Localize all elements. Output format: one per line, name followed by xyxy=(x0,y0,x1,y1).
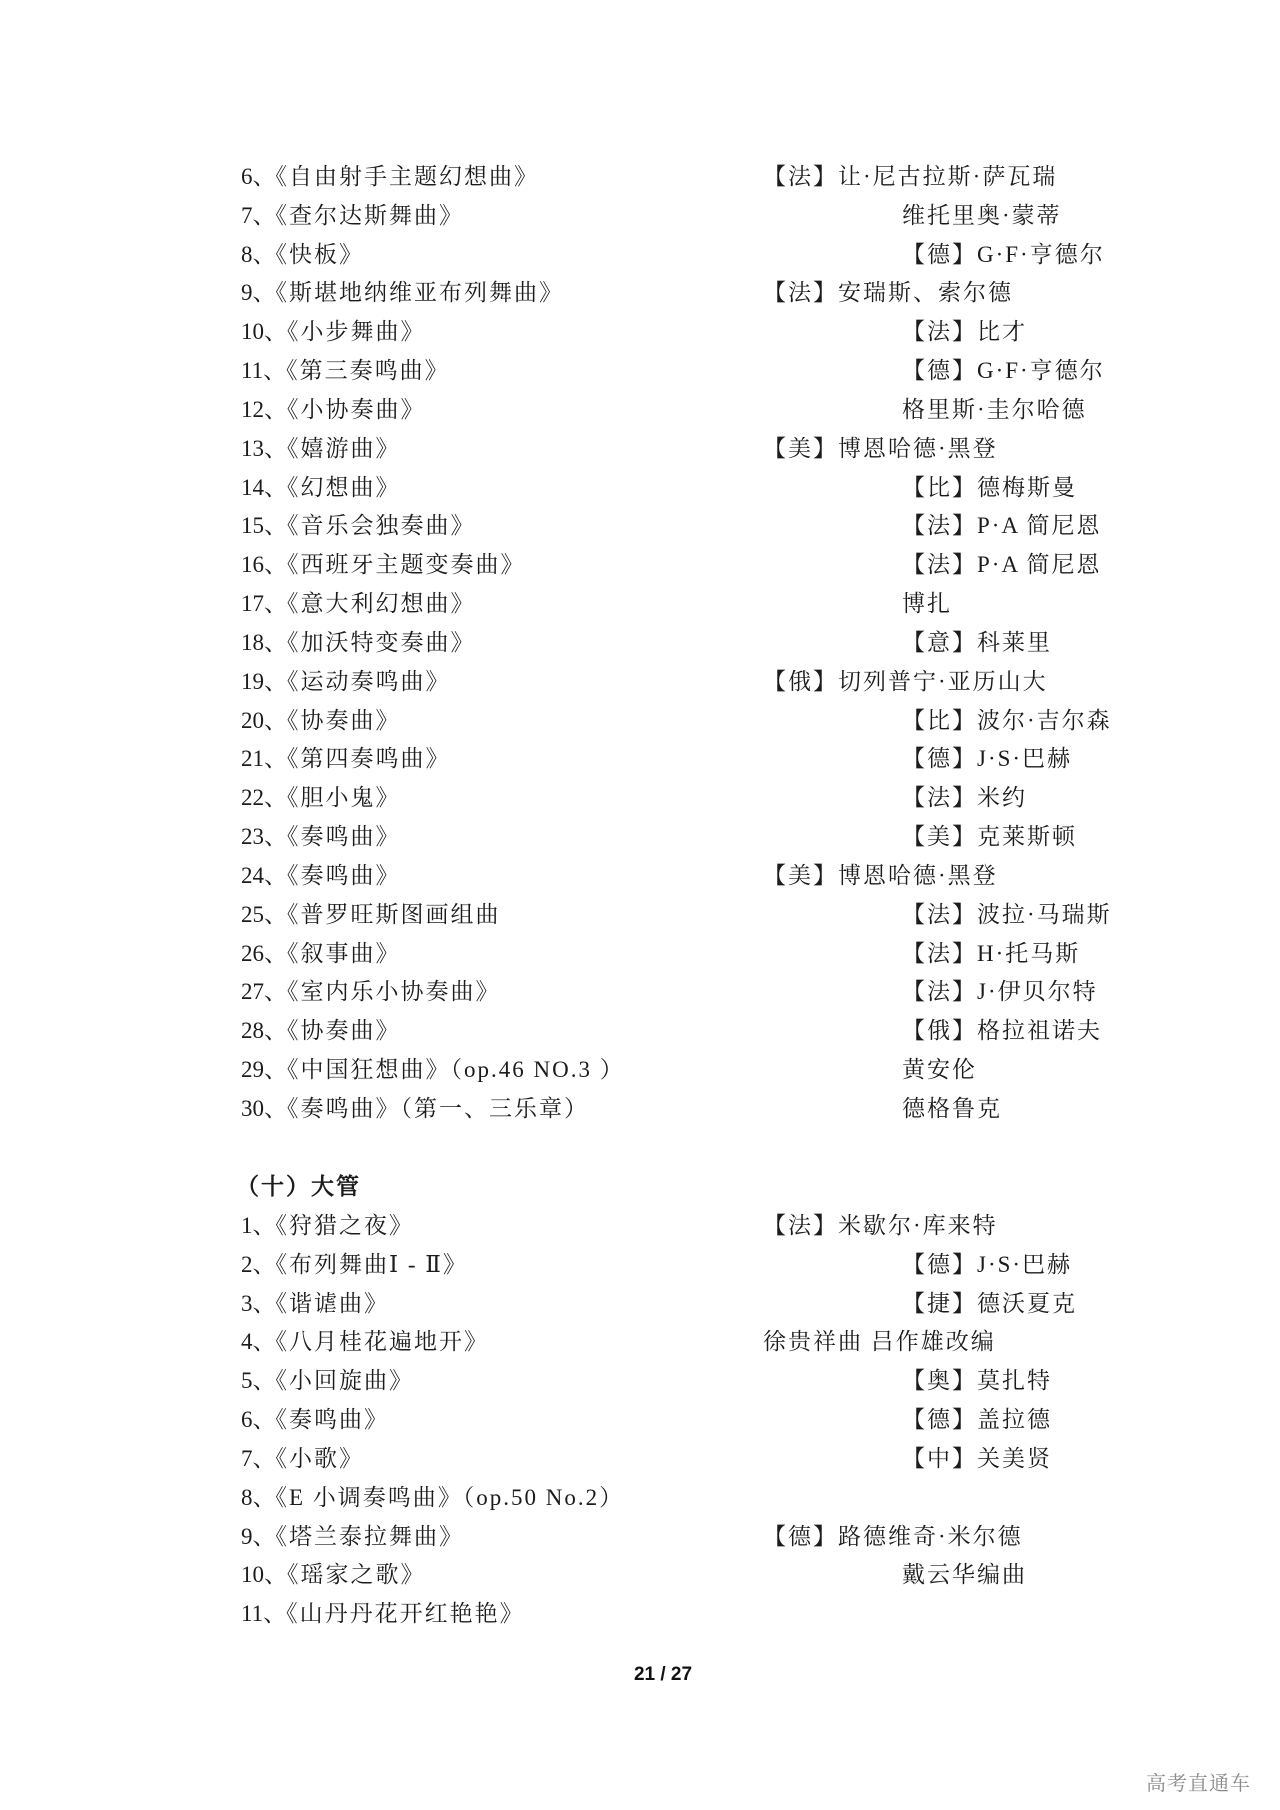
composer: 【法】让·尼古拉斯·萨瓦瑞 xyxy=(763,164,1058,189)
list-item xyxy=(0,352,1280,391)
piece-title: 《快板》 xyxy=(275,241,364,267)
composer: 格里斯·圭尔哈德 xyxy=(902,396,1087,422)
composer: 【意】科莱里 xyxy=(902,629,1052,655)
composer: 【中】关美贤 xyxy=(902,1445,1052,1471)
item-left xyxy=(241,469,401,508)
piece-title: 《奏鸣曲》 xyxy=(287,862,401,888)
composer: 【德】盖拉德 xyxy=(902,1407,1052,1433)
repertoire-list xyxy=(0,158,1280,1129)
list-item xyxy=(0,973,1280,1012)
item-number: 25、 xyxy=(241,901,287,927)
item-number: 8、 xyxy=(241,241,276,267)
list-item xyxy=(0,391,1280,430)
item-left xyxy=(241,391,426,430)
item-left xyxy=(241,352,450,391)
item-left xyxy=(241,1401,389,1440)
section-heading: （十）大管 xyxy=(236,1174,361,1199)
item-number: 3、 xyxy=(241,1290,276,1316)
item-number: 6、 xyxy=(241,1407,276,1433)
item-left xyxy=(241,158,539,197)
piece-title: 《西班牙主题变奏曲》 xyxy=(287,552,526,578)
list-item xyxy=(0,1090,1280,1129)
piece-title: 《八月桂花遍地开》 xyxy=(275,1329,489,1355)
item-left xyxy=(241,624,476,663)
list-item xyxy=(0,313,1280,352)
piece-title: 《小歌》 xyxy=(275,1445,364,1471)
item-number: 24、 xyxy=(241,862,287,888)
item-left xyxy=(241,313,426,352)
item-number: 6、 xyxy=(241,164,276,189)
list-item xyxy=(0,469,1280,508)
composer: 【美】博恩哈德·黑登 xyxy=(763,435,998,461)
piece-title: 《山丹丹花开红艳艳》 xyxy=(286,1601,525,1627)
item-left xyxy=(241,1479,624,1518)
list-item xyxy=(0,896,1280,935)
item-number: 7、 xyxy=(241,202,276,228)
piece-title: 《第四奏鸣曲》 xyxy=(287,746,451,772)
list-item xyxy=(0,507,1280,546)
item-number: 16、 xyxy=(241,552,287,578)
item-number: 7、 xyxy=(241,1445,276,1471)
item-number: 15、 xyxy=(241,513,287,539)
list-item xyxy=(0,585,1280,624)
list-item xyxy=(0,1362,1280,1401)
item-number: 19、 xyxy=(241,668,287,694)
item-left xyxy=(241,1051,625,1090)
item-left xyxy=(241,507,476,546)
composer: 【法】米约 xyxy=(902,785,1027,811)
piece-title: 《塔兰泰拉舞曲》 xyxy=(275,1523,464,1549)
piece-title: 《嬉游曲》 xyxy=(287,435,401,461)
list-item xyxy=(0,1246,1280,1285)
list-item xyxy=(0,1207,1280,1246)
list-item xyxy=(0,274,1280,313)
item-left xyxy=(241,236,364,275)
item-left xyxy=(241,1090,589,1129)
composer: 【比】德梅斯曼 xyxy=(902,474,1077,500)
item-number: 18、 xyxy=(241,629,287,655)
piece-title: 《中国狂想曲》（op.46 NO.3 ） xyxy=(287,1057,625,1083)
composer: 【法】波拉·马瑞斯 xyxy=(902,901,1112,927)
item-number: 22、 xyxy=(241,785,287,811)
composer: 德格鲁克 xyxy=(902,1095,1002,1121)
piece-title: 《瑶家之歌》 xyxy=(287,1562,426,1588)
item-number: 11、 xyxy=(241,358,287,384)
item-number: 9、 xyxy=(241,1523,276,1549)
piece-title: 《第三奏鸣曲》 xyxy=(286,358,450,384)
item-number: 1、 xyxy=(241,1213,276,1238)
piece-title: 《小协奏曲》 xyxy=(287,396,426,422)
piece-title: 《E 小调奏鸣曲》（op.50 No.2） xyxy=(275,1484,625,1510)
list-item xyxy=(0,1012,1280,1051)
item-left xyxy=(241,663,451,702)
item-left xyxy=(241,1285,389,1324)
item-left xyxy=(241,973,501,1012)
composer: 戴云华编曲 xyxy=(902,1562,1027,1588)
piece-title: 《幻想曲》 xyxy=(287,474,401,500)
composer: 【德】路德维奇·米尔德 xyxy=(763,1523,1023,1549)
piece-title: 《叙事曲》 xyxy=(287,940,401,966)
item-number: 12、 xyxy=(241,396,287,422)
list-item xyxy=(0,857,1280,896)
item-left xyxy=(241,1246,468,1285)
item-number: 20、 xyxy=(241,707,287,733)
piece-title: 《斯堪地纳维亚布列舞曲》 xyxy=(275,280,564,306)
item-number: 9、 xyxy=(241,280,276,306)
list-item xyxy=(0,779,1280,818)
list-item xyxy=(0,1051,1280,1090)
composer: 【法】H·托马斯 xyxy=(902,940,1081,966)
piece-title: 《狩猎之夜》 xyxy=(275,1213,414,1238)
piece-title: 《室内乐小协奏曲》 xyxy=(287,979,501,1005)
list-item xyxy=(0,197,1280,236)
item-left xyxy=(241,1595,525,1634)
piece-title: 《普罗旺斯图画组曲 xyxy=(287,901,501,927)
piece-title: 《协奏曲》 xyxy=(287,1018,401,1044)
list-item xyxy=(0,1401,1280,1440)
list-item xyxy=(0,702,1280,741)
item-number: 23、 xyxy=(241,824,287,850)
list-item xyxy=(0,1518,1280,1557)
composer: 【法】米歇尔·库来特 xyxy=(763,1213,998,1238)
composer: 黄安伦 xyxy=(902,1057,977,1083)
piece-title: 《小回旋曲》 xyxy=(275,1368,414,1394)
item-left xyxy=(241,896,501,935)
watermark-text: 高考直通车 xyxy=(1146,1771,1251,1795)
composer: 【捷】德沃夏克 xyxy=(902,1290,1077,1316)
piece-title: 《胆小鬼》 xyxy=(287,785,401,811)
piece-title: 《意大利幻想曲》 xyxy=(287,591,476,617)
composer: 【美】博恩哈德·黑登 xyxy=(763,862,998,888)
item-left xyxy=(241,740,451,779)
list-item xyxy=(0,430,1280,469)
item-left xyxy=(241,430,401,469)
item-number: 5、 xyxy=(241,1368,276,1394)
composer: 【法】J·伊贝尔特 xyxy=(902,979,1098,1005)
list-item xyxy=(0,158,1280,197)
item-number: 29、 xyxy=(241,1057,287,1083)
composer: 【美】克莱斯顿 xyxy=(902,824,1077,850)
piece-title: 《自由射手主题幻想曲》 xyxy=(275,164,539,189)
item-number: 4、 xyxy=(241,1329,276,1355)
piece-title: 《音乐会独奏曲》 xyxy=(287,513,476,539)
list-item xyxy=(0,1440,1280,1479)
item-left xyxy=(241,702,401,741)
item-left xyxy=(241,857,401,896)
piece-title: 《奏鸣曲》 xyxy=(275,1407,389,1433)
list-item xyxy=(0,1285,1280,1324)
item-number: 10、 xyxy=(241,319,287,345)
piece-title: 《协奏曲》 xyxy=(287,707,401,733)
item-left xyxy=(241,1207,414,1246)
composer: 博扎 xyxy=(902,591,952,617)
composer: 【比】波尔·吉尔森 xyxy=(902,707,1112,733)
composer: 【俄】格拉祖诺夫 xyxy=(902,1018,1102,1044)
composer: 【德】G·F·亨德尔 xyxy=(902,241,1105,267)
item-number: 27、 xyxy=(241,979,287,1005)
item-number: 13、 xyxy=(241,435,287,461)
piece-title: 《谐谑曲》 xyxy=(275,1290,389,1316)
piece-title: 《查尔达斯舞曲》 xyxy=(275,202,464,228)
item-left xyxy=(241,1362,414,1401)
item-number: 8、 xyxy=(241,1484,276,1510)
item-number: 30、 xyxy=(241,1095,287,1121)
list-item xyxy=(0,1323,1280,1362)
item-left xyxy=(241,1556,426,1595)
item-left xyxy=(241,818,401,857)
item-left xyxy=(241,935,401,974)
composer: 【俄】切列普宁·亚历山大 xyxy=(763,668,1048,694)
piece-title: 《奏鸣曲》 xyxy=(287,824,401,850)
piece-title: 《奏鸣曲》（第一、三乐章） xyxy=(287,1095,589,1121)
list-item xyxy=(0,1595,1280,1634)
item-left xyxy=(241,274,564,313)
item-number: 26、 xyxy=(241,940,287,966)
composer: 【德】J·S·巴赫 xyxy=(902,746,1073,772)
list-item xyxy=(0,740,1280,779)
item-left xyxy=(241,546,526,585)
bassoon-repertoire-list xyxy=(0,1207,1280,1634)
item-left xyxy=(241,585,476,624)
list-item xyxy=(0,818,1280,857)
composer: 徐贵祥曲 吕作雄改编 xyxy=(763,1329,996,1355)
composer: 【法】P·A 简尼恩 xyxy=(902,552,1102,578)
item-number: 14、 xyxy=(241,474,287,500)
item-left xyxy=(241,1012,401,1051)
item-left xyxy=(241,197,464,236)
piece-title: 《加沃特变奏曲》 xyxy=(287,629,476,655)
item-left xyxy=(241,1440,364,1479)
piece-title: 《运动奏鸣曲》 xyxy=(287,668,451,694)
list-item xyxy=(0,935,1280,974)
page-number: 21 / 27 xyxy=(633,1664,693,1685)
composer: 【法】P·A 简尼恩 xyxy=(902,513,1102,539)
composer: 【德】G·F·亨德尔 xyxy=(902,358,1105,384)
composer: 维托里奥·蒙蒂 xyxy=(902,202,1062,228)
item-left xyxy=(241,1518,464,1557)
composer: 【德】J·S·巴赫 xyxy=(902,1251,1073,1277)
piece-title: 《布列舞曲Ⅰ - Ⅱ》 xyxy=(275,1251,468,1277)
item-number: 17、 xyxy=(241,591,287,617)
list-item xyxy=(0,1556,1280,1595)
composer: 【奥】莫扎特 xyxy=(902,1368,1052,1394)
piece-title: 《小步舞曲》 xyxy=(287,319,426,345)
list-item xyxy=(0,236,1280,275)
item-number: 2、 xyxy=(241,1251,276,1277)
list-item xyxy=(0,546,1280,585)
item-number: 10、 xyxy=(241,1562,287,1588)
list-item xyxy=(0,663,1280,702)
item-number: 21、 xyxy=(241,746,287,772)
list-item xyxy=(0,624,1280,663)
item-number: 28、 xyxy=(241,1018,287,1044)
item-number: 11、 xyxy=(241,1601,287,1627)
item-left xyxy=(241,1323,489,1362)
list-item xyxy=(0,1479,1280,1518)
composer: 【法】比才 xyxy=(902,319,1027,345)
item-left xyxy=(241,779,401,818)
composer: 【法】安瑞斯、索尔德 xyxy=(763,280,1013,306)
